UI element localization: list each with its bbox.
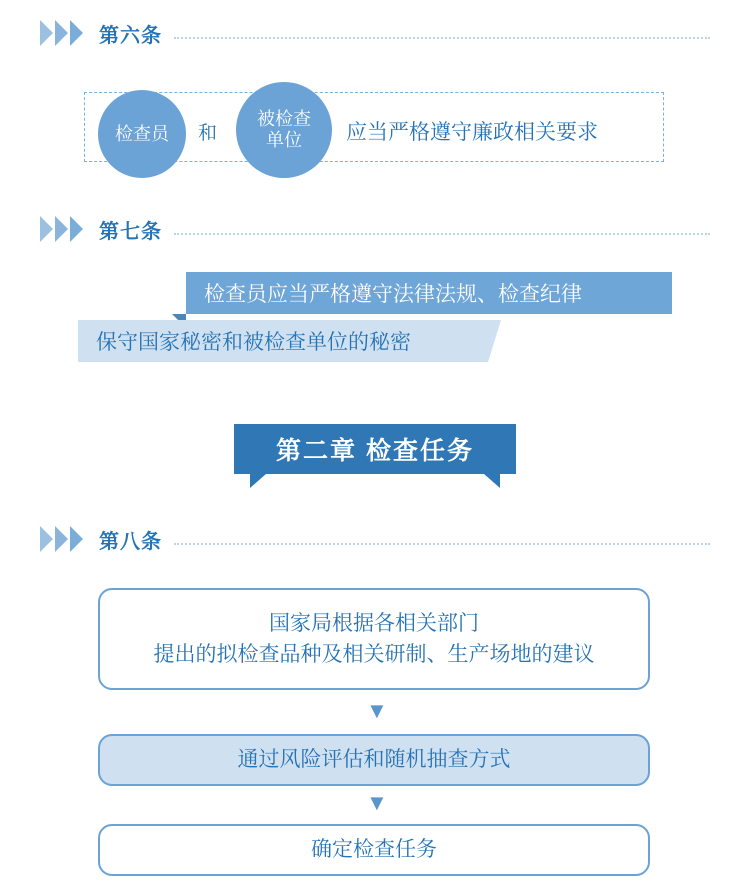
dotted-rule (174, 232, 710, 235)
circle-unit-line2: 单位 (266, 130, 302, 150)
chevron-group-icon (40, 20, 85, 46)
dotted-rule (174, 542, 710, 545)
flow-step-1-line2: 提出的拟检查品种及相关研制、生产场地的建议 (153, 643, 595, 666)
flow-step-2 (98, 734, 650, 786)
section-heading-article-7 (40, 214, 710, 244)
chevron-right-icon (70, 216, 83, 242)
section-heading-article-8 (40, 524, 710, 554)
chevron-group-icon (40, 216, 85, 242)
article-7-banner-secondary: 保守国家秘密和被检查单位的秘密 (78, 320, 488, 362)
conjunction-label: 和 (198, 123, 218, 144)
chevron-right-icon (55, 216, 68, 242)
section-label: 第六条 (99, 24, 162, 47)
chevron-right-icon (40, 20, 53, 46)
flow-step-3 (98, 824, 650, 876)
circle-inspector: 检查员 (98, 90, 186, 178)
chevron-right-icon (70, 526, 83, 552)
chevron-group-icon (40, 526, 85, 552)
chevron-right-icon (55, 20, 68, 46)
article-7-banner-primary: 检查员应当严格遵守法律法规、检查纪律 (186, 272, 672, 314)
chapter-title: 第二章 检查任务 (234, 424, 516, 474)
chevron-right-icon (55, 526, 68, 552)
circle-unit-line1: 被检查 (257, 109, 311, 130)
dotted-rule (174, 36, 710, 39)
flow-step-1-line1: 国家局根据各相关部门 (269, 611, 479, 635)
flow-step-1 (98, 588, 650, 690)
section-heading-article-6 (40, 18, 710, 48)
section-label: 第八条 (99, 530, 162, 553)
flow-step-3-line1: 确定检查任务 (311, 838, 437, 862)
chevron-right-icon (40, 216, 53, 242)
article-6-statement: 应当严格遵守廉政相关要求 (346, 121, 598, 144)
section-label: 第七条 (99, 220, 162, 243)
flow-arrow-down-icon: ▼ (366, 698, 388, 723)
chevron-right-icon (40, 526, 53, 552)
chevron-right-icon (70, 20, 83, 46)
flow-arrow-down-icon: ▼ (366, 790, 388, 815)
flow-step-2-line1: 通过风险评估和随机抽查方式 (237, 748, 511, 772)
circle-inspected-unit (236, 82, 332, 178)
